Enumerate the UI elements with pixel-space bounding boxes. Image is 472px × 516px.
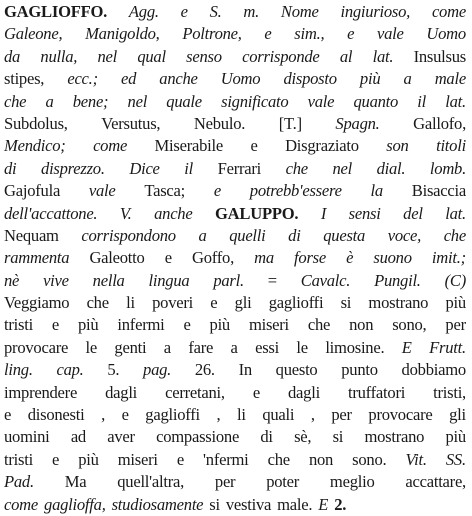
word: aver: [107, 427, 135, 447]
word: quell'altra,: [117, 472, 185, 492]
word: di: [4, 158, 17, 178]
word: Bisaccia: [411, 181, 466, 201]
word: Spagn.: [335, 113, 380, 133]
word: si: [340, 293, 352, 313]
word: non: [349, 315, 374, 335]
word: che: [267, 449, 290, 469]
text-line: [4, 426, 466, 448]
word: imit.;: [431, 248, 466, 268]
word: di: [260, 427, 273, 447]
word: lat.: [445, 203, 466, 223]
word: dagli: [288, 382, 320, 402]
text-line: [4, 449, 466, 471]
word: truffatori: [347, 382, 406, 402]
word: a: [403, 69, 412, 89]
word: ,: [310, 405, 315, 425]
word: li: [126, 293, 135, 313]
word: per: [445, 315, 466, 335]
word: Pad.: [4, 472, 34, 492]
word: Insulsus: [413, 46, 466, 66]
word: che: [307, 315, 331, 335]
word: questo: [275, 360, 318, 380]
word: 2.: [334, 494, 347, 514]
word: pag.: [143, 360, 172, 380]
word: ,: [101, 405, 105, 425]
word: Frutt.: [429, 337, 466, 357]
text-line: [4, 292, 466, 314]
word: Veggiamo: [4, 293, 70, 313]
word: Ferrari: [217, 158, 261, 178]
word: ad: [70, 427, 86, 447]
text-line: [4, 270, 466, 292]
word: a: [198, 225, 207, 245]
word: del: [403, 203, 423, 223]
word: I: [320, 203, 327, 223]
word: disonesti: [27, 405, 85, 425]
word: limosine.: [325, 337, 385, 357]
word: sim.,: [294, 24, 325, 44]
word: poter: [266, 472, 300, 492]
word: di: [288, 225, 301, 245]
word: Uomo: [426, 24, 466, 44]
word: genti: [114, 337, 147, 357]
text-line: [4, 113, 466, 135]
word: e: [213, 181, 221, 201]
word: e: [183, 315, 191, 335]
word: e: [51, 315, 60, 335]
word: il: [417, 91, 427, 111]
word: son: [386, 136, 409, 156]
word: stipes,: [4, 69, 45, 89]
text-line: [4, 314, 466, 336]
word: tristi: [4, 315, 33, 335]
word: suono: [373, 248, 412, 268]
word: disposto: [283, 69, 337, 89]
word: voce,: [387, 225, 422, 245]
word: forse: [294, 248, 326, 268]
word: nel: [127, 91, 148, 111]
word: lat.: [372, 46, 394, 66]
word: mostrano: [364, 427, 425, 447]
word: la: [370, 181, 383, 201]
word: male.: [277, 494, 313, 514]
word: dell'accattone.: [4, 203, 98, 223]
word: le: [85, 337, 97, 357]
word: al: [339, 46, 353, 66]
word: più: [78, 449, 99, 469]
word: più: [359, 69, 381, 89]
word: anche: [159, 69, 198, 89]
word: Goffo,: [191, 248, 234, 268]
word: nel: [97, 46, 118, 66]
word: che: [443, 225, 466, 245]
word: nè: [4, 270, 20, 290]
word: meglio: [329, 472, 375, 492]
word: e: [347, 24, 355, 44]
word: per: [331, 405, 352, 425]
dictionary-entry-gaglioffo: [4, 1, 466, 516]
word: Disgraziato: [285, 136, 359, 156]
word: lingua: [148, 270, 190, 290]
word: si: [332, 427, 344, 447]
text-line: [4, 135, 466, 157]
word: è: [346, 248, 354, 268]
word: nulla,: [40, 46, 78, 66]
word: ed: [120, 69, 137, 89]
word: Galeotto: [89, 248, 145, 268]
word: che: [4, 91, 27, 111]
word: Ma: [64, 472, 87, 492]
word: Vit.: [405, 449, 427, 469]
word: [T.]: [278, 113, 302, 133]
word: il: [184, 158, 193, 178]
word: come: [431, 2, 466, 21]
word: gaglioffi: [268, 293, 324, 313]
word: Agg.: [128, 2, 159, 21]
word: a: [45, 91, 54, 111]
word: Miserabile: [154, 136, 224, 156]
word: da: [4, 46, 21, 66]
word: Mendico;: [4, 136, 66, 156]
word: Galeone,: [4, 24, 63, 44]
word: uomini: [4, 427, 50, 447]
word: tristi,: [433, 382, 466, 402]
word: male: [434, 69, 466, 89]
word: miseri: [248, 315, 289, 335]
word: Nebulo.: [193, 113, 246, 133]
word: che: [86, 293, 109, 313]
word: più: [445, 293, 466, 313]
word: Uomo: [220, 69, 261, 89]
text-line: [4, 91, 466, 113]
word: potrebb'essere: [249, 181, 342, 201]
word: Pungil.: [374, 270, 421, 290]
word: anche: [154, 203, 193, 223]
word: quali: [262, 405, 295, 425]
word: gaglioffi: [145, 405, 200, 425]
word: e: [250, 136, 258, 156]
word: a: [230, 337, 238, 357]
word: più: [209, 315, 230, 335]
text-line: [4, 46, 466, 68]
word: per: [214, 472, 236, 492]
word: In: [238, 360, 252, 380]
word: E: [401, 337, 412, 357]
word: quelli: [229, 225, 266, 245]
word: infermi: [117, 315, 165, 335]
word: SS.: [445, 449, 466, 469]
word: Versutus,: [101, 113, 161, 133]
word: vive: [43, 270, 69, 290]
word: come: [4, 494, 39, 514]
word: significato: [221, 91, 289, 111]
word: e: [180, 2, 188, 21]
word: GAGLIOFFO.: [4, 2, 108, 21]
word: parl.: [213, 270, 244, 290]
word: nella: [92, 270, 125, 290]
word: a: [163, 337, 171, 357]
word: vale: [88, 181, 116, 201]
word: Subdolus,: [4, 113, 68, 133]
word: e: [52, 449, 60, 469]
word: tristi: [4, 449, 33, 469]
word: vale: [307, 91, 335, 111]
word: Nome: [280, 2, 319, 21]
word: e: [176, 449, 184, 469]
word: vestiva: [225, 494, 272, 514]
word: Gallofo,: [413, 113, 466, 133]
word: (C): [444, 270, 466, 290]
word: titoli: [436, 136, 466, 156]
word: questa: [323, 225, 366, 245]
word: S.: [209, 2, 222, 21]
word: più: [77, 315, 99, 335]
word: cerretani,: [165, 382, 225, 402]
word: si: [209, 494, 220, 514]
text-line: [4, 1, 466, 23]
word: gaglioffa,: [44, 494, 106, 514]
word: provocare: [368, 405, 433, 425]
word: dial.: [376, 158, 406, 178]
word: e: [121, 405, 129, 425]
word: E: [318, 494, 329, 514]
word: 'nfermi: [203, 449, 249, 469]
word: ecc.;: [67, 69, 98, 89]
word: dagli: [105, 382, 138, 402]
word: lomb.: [429, 158, 466, 178]
text-line: [4, 225, 466, 247]
word: accattare,: [405, 472, 466, 492]
word: V.: [119, 203, 132, 223]
word: vale: [376, 24, 404, 44]
word: nel: [332, 158, 352, 178]
word: =: [267, 270, 277, 290]
word: provocare: [4, 337, 69, 357]
word: sensi: [348, 203, 381, 223]
word: e: [210, 293, 218, 313]
text-line: [4, 404, 466, 426]
word: 5.: [107, 360, 120, 380]
word: corrisponde: [242, 46, 320, 66]
word: sè,: [294, 427, 312, 447]
word: ling.: [4, 360, 33, 380]
word: Dice: [129, 158, 160, 178]
word: senso: [186, 46, 222, 66]
word: rammenta: [4, 248, 70, 268]
word: punto: [341, 360, 378, 380]
word: quale: [166, 91, 202, 111]
word: e: [164, 248, 172, 268]
text-line: [4, 203, 466, 225]
word: e: [252, 382, 260, 402]
word: GALUPPO.: [215, 203, 299, 223]
word: miseri: [117, 449, 158, 469]
word: li: [236, 405, 246, 425]
word: Tasca;: [144, 181, 185, 201]
word: lat.: [445, 91, 466, 111]
word: bene;: [72, 91, 109, 111]
word: ma: [254, 248, 274, 268]
word: Manigoldo,: [85, 24, 160, 44]
word: mostrano: [368, 293, 429, 313]
text-line: [4, 382, 466, 404]
word: Nequam: [4, 225, 59, 245]
text-line: [4, 494, 466, 516]
word: gli: [234, 293, 252, 313]
word: Cavalc.: [300, 270, 351, 290]
word: quanto: [353, 91, 399, 111]
word: che: [285, 158, 308, 178]
word: qual: [137, 46, 166, 66]
word: m.: [243, 2, 260, 21]
text-line: [4, 23, 466, 45]
word: cap.: [56, 360, 84, 380]
word: Gajofula: [4, 181, 61, 201]
word: gli: [449, 405, 466, 425]
word: più: [445, 427, 466, 447]
word: sono.: [352, 449, 387, 469]
word: e: [4, 405, 12, 425]
word: ingiurioso,: [340, 2, 411, 21]
text-line: [4, 180, 466, 202]
word: sono,: [392, 315, 427, 335]
text-line: [4, 158, 466, 180]
word: e: [264, 24, 272, 44]
word: poveri: [152, 293, 194, 313]
word: Poltrone,: [182, 24, 242, 44]
text-line: [4, 359, 466, 381]
word: imprendere: [4, 382, 78, 402]
text-line: [4, 247, 466, 269]
word: studiosamente: [111, 494, 204, 514]
word: dobbiamo: [401, 360, 466, 380]
word: corrispondono: [81, 225, 176, 245]
word: essi: [255, 337, 279, 357]
text-line: [4, 471, 466, 493]
word: disprezzo.: [41, 158, 105, 178]
text-line: [4, 337, 466, 359]
word: come: [93, 136, 128, 156]
text-line: [4, 68, 466, 90]
word: fare: [188, 337, 214, 357]
word: non: [308, 449, 334, 469]
word: ,: [216, 405, 221, 425]
word: le: [296, 337, 308, 357]
word: 26.: [194, 360, 215, 380]
word: compassione: [156, 427, 240, 447]
